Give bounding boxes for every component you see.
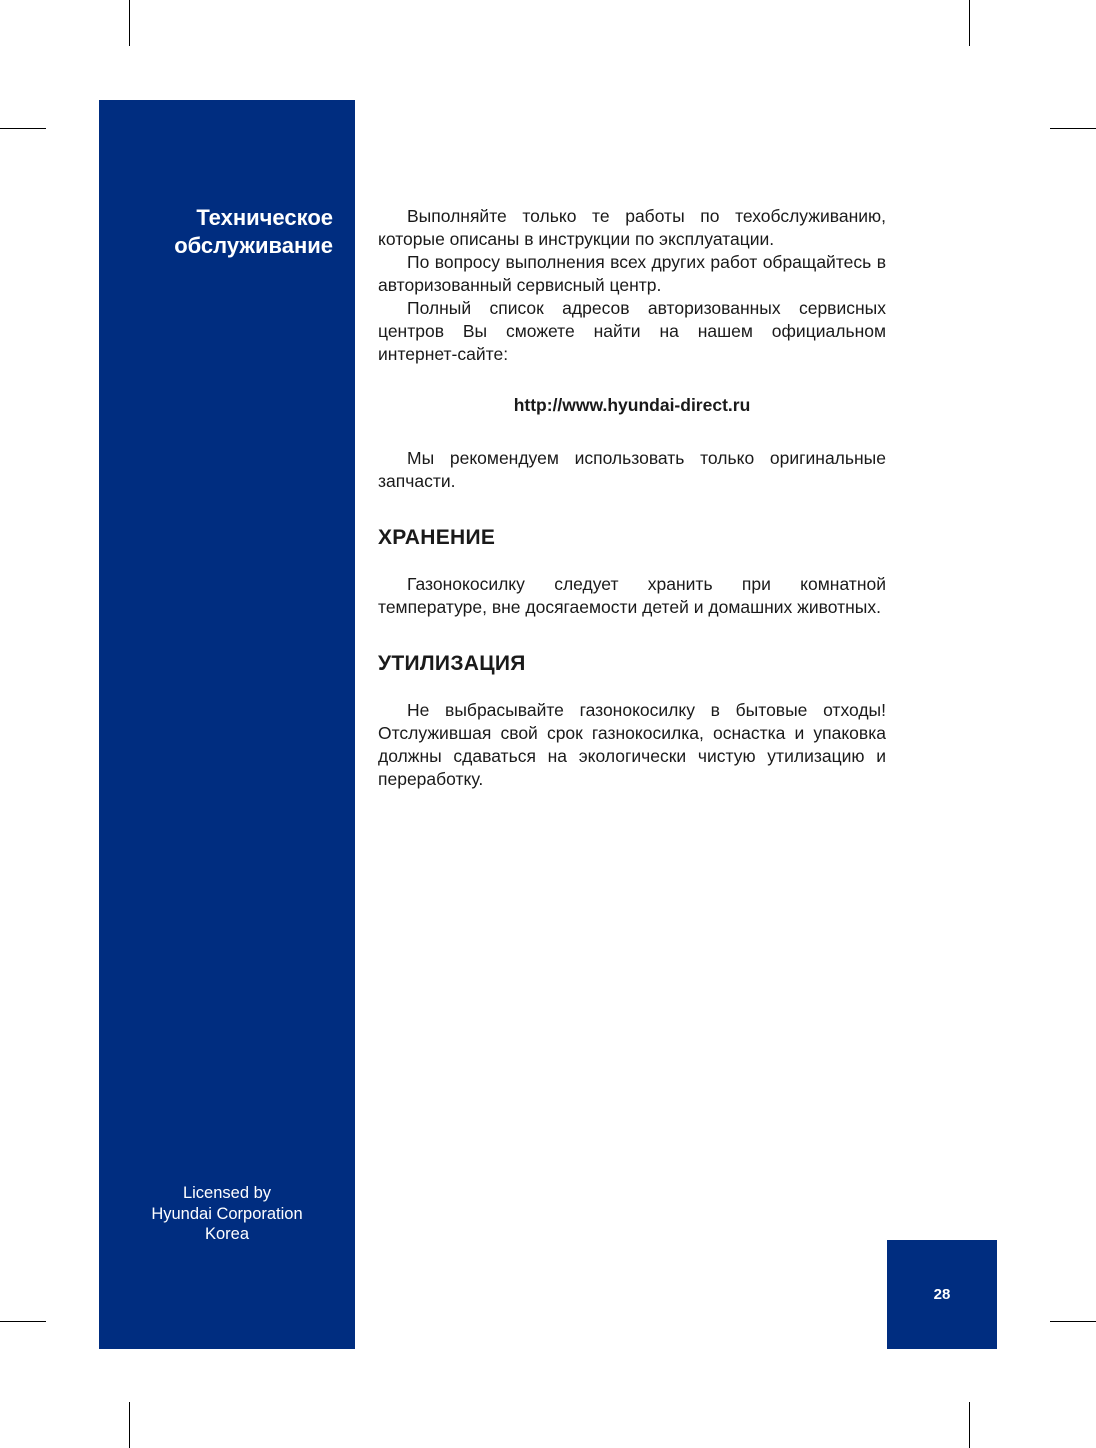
license-line: Korea	[204, 1225, 250, 1243]
page-number: 28	[933, 1286, 951, 1303]
storage-paragraph: Газонокосилку следует хранить при комнатной температуре, вне досягаемости детей и домашних животных.	[378, 574, 886, 617]
license-note	[99, 1183, 355, 1245]
crop-mark	[0, 1321, 46, 1322]
storage-heading: ХРАНЕНИЕ	[378, 526, 496, 549]
section-title	[113, 204, 333, 260]
crop-mark	[969, 0, 970, 46]
crop-mark	[129, 0, 130, 46]
crop-mark	[969, 1402, 970, 1448]
maintenance-paragraph: Выполняйте только те работы по техобслуживанию, которые описаны в инструкции по эксплуатации.	[378, 206, 886, 249]
crop-mark	[1050, 128, 1096, 129]
maintenance-paragraph: Полный список адресов авторизованных сервисных центров Вы сможете найти на нашем официальном интернет-сайте:	[378, 298, 886, 364]
main-content	[378, 205, 886, 791]
license-line: Licensed by	[182, 1184, 272, 1202]
sidebar	[99, 100, 355, 1349]
website-link[interactable]: http://www.hyundai-direct.ru	[513, 395, 751, 415]
disposal-heading: УТИЛИЗАЦИЯ	[378, 652, 526, 675]
crop-mark	[129, 1402, 130, 1448]
maintenance-paragraph: По вопросу выполнения всех других работ обращайтесь в авторизованный сервисный центр.	[378, 252, 886, 295]
crop-mark	[0, 128, 46, 129]
page-number-box	[887, 1240, 997, 1349]
section-title-line: Техническое	[196, 205, 333, 230]
section-title-line: обслуживание	[174, 233, 333, 258]
recommendation-paragraph: Мы рекомендуем использовать только оригинальные запчасти.	[378, 448, 886, 491]
crop-mark	[1050, 1321, 1096, 1322]
disposal-paragraph: Не выбрасывайте газонокосилку в бытовые отходы! Отслужившая свой срок газнокосилка, оснастка и упаковка должны сдаваться на экологически чистую утилизацию и переработку.	[378, 700, 886, 789]
license-line: Hyundai Corporation	[151, 1204, 303, 1223]
